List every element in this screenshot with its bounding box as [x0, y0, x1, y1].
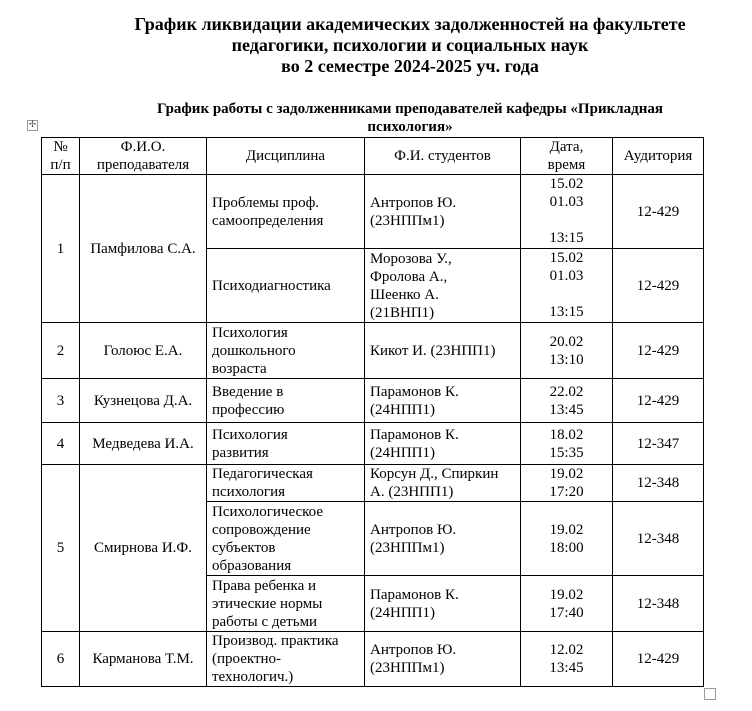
title-line-1: График ликвидации академических задолженностей на факультете	[134, 14, 686, 34]
table-row	[42, 323, 704, 379]
students: Антропов Ю. (23НППм1)	[365, 175, 521, 249]
row-number: 4	[42, 423, 80, 465]
table-row	[42, 175, 704, 249]
students: Антропов Ю. (23НППм1)	[365, 502, 521, 576]
schedule-table	[41, 137, 704, 687]
teacher-name: Смирнова И.Ф.	[80, 465, 207, 632]
room: 12-348	[613, 502, 704, 576]
room: 12-429	[613, 323, 704, 379]
table-header-row	[42, 138, 704, 175]
row-number: 2	[42, 323, 80, 379]
date-time: 19.02 18:00	[521, 502, 613, 576]
document-title	[60, 14, 752, 77]
students: Парамонов К. (24НПП1)	[365, 379, 521, 423]
title-line-3: во 2 семестре 2024-2025 уч. года	[281, 56, 539, 76]
date-time: 12.02 13:45	[521, 632, 613, 687]
students: Корсун Д., Спиркин А. (23НПП1)	[365, 465, 521, 502]
discipline: Проблемы проф. самоопределения	[207, 175, 365, 249]
teacher-name: Карманова Т.М.	[80, 632, 207, 687]
date-time: 22.02 13:45	[521, 379, 613, 423]
room: 12-429	[613, 175, 704, 249]
room: 12-347	[613, 423, 704, 465]
header-discipline: Дисциплина	[207, 138, 365, 175]
header-teacher: Ф.И.О. преподавателя	[80, 138, 207, 175]
teacher-name: Кузнецова Д.А.	[80, 379, 207, 423]
table-row	[42, 379, 704, 423]
date-time: 20.02 13:10	[521, 323, 613, 379]
students: Кикот И. (23НПП1)	[365, 323, 521, 379]
students: Антропов Ю. (23НППм1)	[365, 632, 521, 687]
header-room: Аудитория	[613, 138, 704, 175]
discipline: Психология развития	[207, 423, 365, 465]
teacher-name: Голоюс Е.А.	[80, 323, 207, 379]
header-datetime: Дата, время	[521, 138, 613, 175]
room: 12-429	[613, 379, 704, 423]
title-line-2: педагогики, психологии и социальных наук	[231, 35, 589, 55]
room: 12-348	[613, 576, 704, 632]
row-number: 1	[42, 175, 80, 323]
date-time: 19.02 17:40	[521, 576, 613, 632]
table-row	[42, 465, 704, 502]
table-row	[42, 423, 704, 465]
row-number: 3	[42, 379, 80, 423]
discipline: Педагогическая психология	[207, 465, 365, 502]
header-students: Ф.И. студентов	[365, 138, 521, 175]
students: Парамонов К. (24НПП1)	[365, 423, 521, 465]
discipline: Введение в профессию	[207, 379, 365, 423]
row-number: 6	[42, 632, 80, 687]
discipline: Психологическое сопровождение субъектов образования	[207, 502, 365, 576]
discipline: Психодиагностика	[207, 249, 365, 323]
caption-line-1: График работы с задолженниками преподавателей кафедры «Прикладная	[156, 101, 663, 117]
discipline: Психология дошкольного возраста	[207, 323, 365, 379]
teacher-name: Памфилова С.А.	[80, 175, 207, 323]
date-time: 15.02 01.03 13:15	[521, 175, 613, 249]
row-number: 5	[42, 465, 80, 632]
date-time: 15.02 01.03 13:15	[521, 249, 613, 323]
discipline: Права ребенка и этические нормы работы с детьми	[207, 576, 365, 632]
table-resize-handle[interactable]	[704, 688, 716, 700]
table-caption	[70, 100, 750, 136]
date-time: 18.02 15:35	[521, 423, 613, 465]
students: Парамонов К. (24НПП1)	[365, 576, 521, 632]
room: 12-429	[613, 632, 704, 687]
room: 12-429	[613, 249, 704, 323]
teacher-name: Медведева И.А.	[80, 423, 207, 465]
room: 12-348	[613, 465, 704, 502]
table-row	[42, 632, 704, 687]
date-time: 19.02 17:20	[521, 465, 613, 502]
caption-line-2: психология»	[367, 119, 453, 135]
discipline: Производ. практика (проектно- технологич.)	[207, 632, 365, 687]
header-num: № п/п	[42, 138, 80, 175]
table-move-handle-icon[interactable]: ✢	[28, 120, 37, 130]
students: Морозова У., Фролова А., Шеенко А. (21ВНП1)	[365, 249, 521, 323]
